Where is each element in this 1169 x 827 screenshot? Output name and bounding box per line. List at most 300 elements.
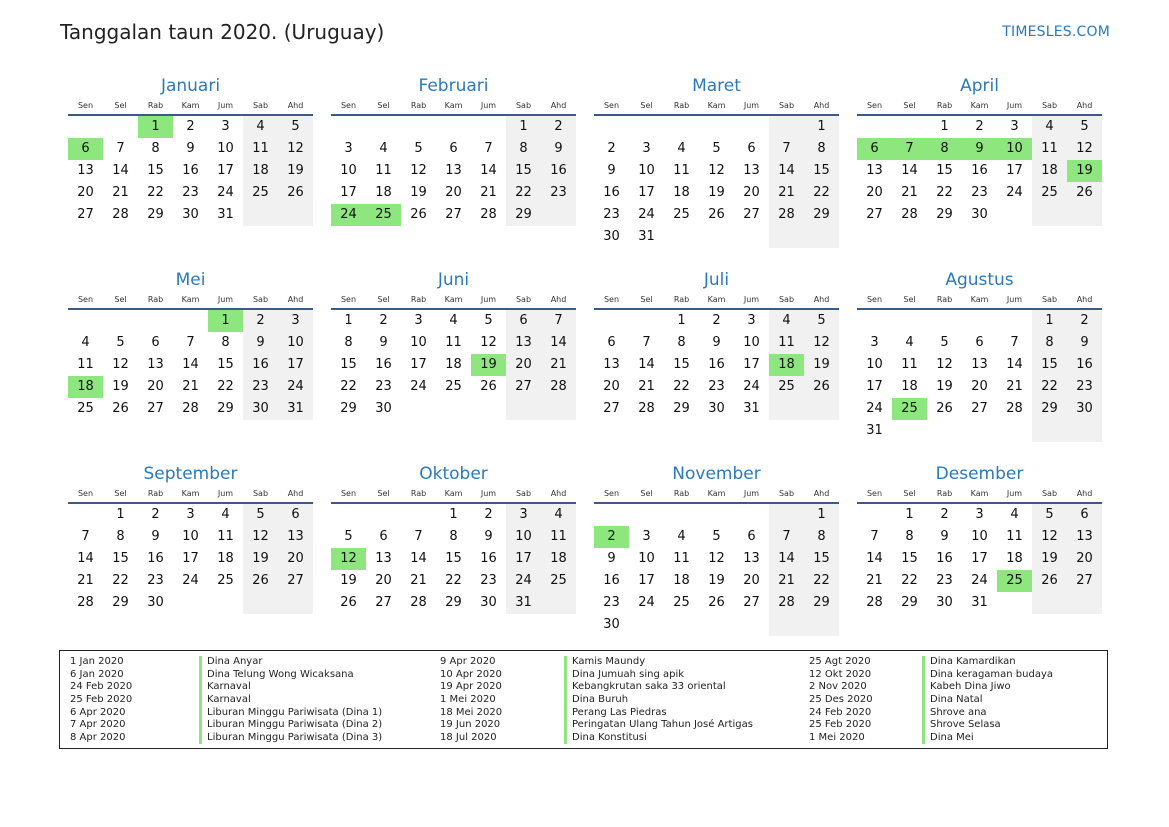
day-cell: 5	[116, 335, 125, 350]
empty-cell	[857, 504, 892, 526]
weekday-label: Ahd	[1076, 101, 1093, 110]
empty-cell	[401, 504, 436, 526]
day-cell: 10	[743, 335, 760, 350]
day-cell: 2	[484, 507, 493, 522]
day-cell: 15	[673, 357, 690, 372]
day-cell: 4	[449, 313, 458, 328]
day-cell: 20	[375, 573, 392, 588]
day-cell: 20	[743, 185, 760, 200]
legend-date: 18 Jul 2020	[440, 732, 497, 744]
day-cell: 21	[480, 185, 497, 200]
legend-date: 25 Feb 2020	[70, 694, 133, 706]
day-cell: 19	[410, 185, 427, 200]
empty-cell	[664, 116, 699, 138]
weekday-label: Ahd	[287, 295, 304, 304]
month-name: April	[960, 76, 999, 96]
legend-date: 19 Jun 2020	[440, 719, 501, 731]
empty-cell	[857, 310, 892, 332]
day-cell: 22	[673, 379, 690, 394]
holiday-day: 19	[1067, 160, 1102, 182]
day-cell: 11	[445, 335, 462, 350]
day-cell: 19	[340, 573, 357, 588]
weekday-label: Sel	[377, 489, 390, 498]
empty-cell	[278, 204, 313, 226]
day-cell: 6	[506, 310, 541, 332]
weekday-header	[331, 486, 576, 504]
weekday-label: Sen	[603, 101, 620, 110]
weekday-label: Rab	[410, 489, 427, 498]
holiday-day: 25	[997, 570, 1032, 592]
day-cell: 1	[940, 119, 949, 134]
day-cell: 6	[449, 141, 458, 156]
day-grid	[594, 310, 839, 420]
weekday-label: Sab	[1041, 101, 1058, 110]
day-cell: 11	[1006, 529, 1023, 544]
day-cell: 9	[151, 529, 160, 544]
weekday-label: Jum	[217, 295, 234, 304]
day-cell: 28	[638, 401, 655, 416]
day-cell: 23	[480, 573, 497, 588]
month-name: Juli	[703, 270, 730, 290]
day-cell: 30	[936, 595, 953, 610]
day-cell: 14	[1006, 357, 1023, 372]
weekday-label: Rab	[936, 489, 953, 498]
empty-cell	[734, 116, 769, 138]
empty-cell	[769, 226, 804, 248]
day-cell: 17	[340, 185, 357, 200]
legend-date: 8 Apr 2020	[70, 732, 126, 744]
day-cell: 23	[603, 207, 620, 222]
day-cell: 27	[743, 595, 760, 610]
brand-link[interactable]: TIMESLES.COM	[1002, 24, 1110, 40]
weekday-label: Jum	[1006, 101, 1023, 110]
day-cell: 29	[147, 207, 164, 222]
weekday-label: Ahd	[287, 489, 304, 498]
empty-cell	[68, 116, 103, 138]
day-cell: 3	[344, 141, 353, 156]
day-cell: 19	[278, 160, 313, 182]
legend-holiday-name: Liburan Minggu Pariwisata (Dina 2)	[207, 719, 383, 731]
day-cell: 20	[147, 379, 164, 394]
day-cell: 3	[414, 313, 423, 328]
day-cell: 27	[278, 570, 313, 592]
legend-holiday-name: Peringatan Ulang Tahun José Artigas	[572, 719, 753, 731]
day-cell: 11	[769, 332, 804, 354]
day-cell: 30	[603, 229, 620, 244]
day-cell: 20	[866, 185, 883, 200]
empty-cell	[1067, 204, 1102, 226]
empty-cell	[103, 310, 138, 332]
day-cell: 4	[1010, 507, 1019, 522]
weekday-label: Sab	[1041, 295, 1058, 304]
day-cell: 24	[182, 573, 199, 588]
day-cell: 28	[541, 376, 576, 398]
day-cell: 14	[769, 160, 804, 182]
day-cell: 22	[147, 185, 164, 200]
legend-date: 9 Apr 2020	[440, 656, 496, 667]
day-cell: 28	[769, 204, 804, 226]
day-cell: 23	[708, 379, 725, 394]
day-cell: 28	[77, 595, 94, 610]
weekday-label: Jum	[1006, 489, 1023, 498]
holiday-day: 18	[68, 376, 103, 398]
holiday-day: 9	[962, 138, 997, 160]
empty-cell	[278, 592, 313, 614]
holiday-day: 25	[366, 204, 401, 226]
weekday-label: Rab	[673, 295, 690, 304]
day-cell: 16	[480, 551, 497, 566]
day-cell: 3	[221, 119, 230, 134]
weekday-label: Jum	[743, 295, 760, 304]
day-cell: 15	[340, 357, 357, 372]
day-cell: 26	[112, 401, 129, 416]
day-cell: 29	[804, 592, 839, 614]
day-cell: 4	[1032, 116, 1067, 138]
day-cell: 9	[484, 529, 493, 544]
weekday-label: Sen	[77, 295, 94, 304]
day-cell: 29	[1032, 398, 1067, 420]
empty-cell	[594, 116, 629, 138]
legend-holiday-name: Liburan Minggu Pariwisata (Dina 3)	[207, 732, 383, 744]
day-cell: 12	[480, 335, 497, 350]
empty-cell	[103, 116, 138, 138]
month-2	[331, 74, 576, 251]
day-cell: 18	[217, 551, 234, 566]
holiday-day: 7	[892, 138, 927, 160]
weekday-label: Ahd	[550, 101, 567, 110]
empty-cell	[401, 116, 436, 138]
month-3	[594, 74, 839, 251]
day-cell: 7	[116, 141, 125, 156]
weekday-label: Sel	[377, 101, 390, 110]
day-cell: 26	[708, 595, 725, 610]
day-cell: 11	[1032, 138, 1067, 160]
day-cell: 6	[747, 529, 756, 544]
legend-holiday-name: Dina Kamardikan	[930, 656, 1016, 667]
empty-cell	[892, 116, 927, 138]
legend-date: 25 Des 2020	[809, 694, 873, 706]
weekday-label: Ahd	[550, 295, 567, 304]
day-cell: 5	[414, 141, 423, 156]
weekday-label: Jum	[743, 489, 760, 498]
legend-date: 10 Apr 2020	[440, 668, 502, 680]
day-cell: 28	[182, 401, 199, 416]
weekday-label: Sab	[252, 295, 269, 304]
day-cell: 25	[673, 595, 690, 610]
weekday-label: Sel	[903, 101, 916, 110]
day-cell: 30	[971, 207, 988, 222]
empty-cell	[173, 310, 208, 332]
day-cell: 20	[1067, 548, 1102, 570]
day-cell: 1	[905, 507, 914, 522]
day-cell: 17	[866, 379, 883, 394]
empty-cell	[173, 592, 208, 614]
day-cell: 5	[243, 504, 278, 526]
day-cell: 7	[484, 141, 493, 156]
day-cell: 1	[1032, 310, 1067, 332]
empty-cell	[401, 398, 436, 420]
day-cell: 30	[480, 595, 497, 610]
day-cell: 13	[278, 526, 313, 548]
day-cell: 5	[344, 529, 353, 544]
weekday-label: Rab	[147, 489, 164, 498]
weekday-label: Jum	[217, 101, 234, 110]
day-cell: 14	[112, 163, 129, 178]
day-cell: 5	[712, 141, 721, 156]
day-cell: 9	[607, 163, 616, 178]
weekday-label: Sab	[515, 101, 532, 110]
day-cell: 17	[743, 357, 760, 372]
legend-holiday-name: Dina Jumuah sing apik	[572, 668, 685, 680]
day-cell: 6	[747, 141, 756, 156]
weekday-label: Sab	[515, 295, 532, 304]
weekday-label: Kam	[444, 101, 463, 110]
empty-cell	[664, 614, 699, 636]
day-cell: 13	[603, 357, 620, 372]
day-cell: 17	[410, 357, 427, 372]
day-cell: 7	[1010, 335, 1019, 350]
day-cell: 10	[278, 332, 313, 354]
day-cell: 8	[804, 138, 839, 160]
legend-marker	[564, 656, 567, 744]
weekday-header	[594, 292, 839, 310]
legend-date: 19 Apr 2020	[440, 681, 502, 693]
day-cell: 7	[769, 138, 804, 160]
day-cell: 15	[1032, 354, 1067, 376]
day-grid	[594, 116, 839, 248]
day-cell: 19	[112, 379, 129, 394]
empty-cell	[1067, 592, 1102, 614]
weekday-label: Sab	[515, 489, 532, 498]
day-cell: 16	[147, 551, 164, 566]
day-cell: 27	[743, 207, 760, 222]
legend-date: 1 Jan 2020	[70, 656, 124, 667]
day-cell: 30	[243, 398, 278, 420]
empty-cell	[243, 592, 278, 614]
day-cell: 11	[243, 138, 278, 160]
day-cell: 8	[344, 335, 353, 350]
empty-cell	[331, 116, 366, 138]
day-cell: 8	[506, 138, 541, 160]
day-cell: 26	[1032, 570, 1067, 592]
day-cell: 7	[186, 335, 195, 350]
day-cell: 13	[971, 357, 988, 372]
weekday-label: Jum	[1006, 295, 1023, 304]
day-cell: 1	[804, 504, 839, 526]
weekday-header	[857, 292, 1102, 310]
day-cell: 10	[638, 551, 655, 566]
day-cell: 10	[971, 529, 988, 544]
day-cell: 7	[769, 526, 804, 548]
empty-cell	[734, 614, 769, 636]
empty-cell	[541, 398, 576, 420]
day-grid	[857, 504, 1102, 614]
day-cell: 17	[278, 354, 313, 376]
empty-cell	[1032, 204, 1067, 226]
day-cell: 26	[340, 595, 357, 610]
day-cell: 21	[112, 185, 129, 200]
empty-cell	[699, 614, 734, 636]
day-cell: 29	[506, 204, 541, 226]
weekday-label: Sel	[114, 101, 127, 110]
day-cell: 29	[217, 401, 234, 416]
day-cell: 1	[116, 507, 125, 522]
month-name: Maret	[692, 76, 741, 96]
month-5	[68, 268, 313, 445]
legend-holiday-name: Liburan Minggu Pariwisata (Dina 1)	[207, 706, 383, 718]
weekday-label: Sel	[903, 295, 916, 304]
day-cell: 5	[1067, 116, 1102, 138]
legend-date: 12 Okt 2020	[809, 668, 872, 680]
day-cell: 27	[603, 401, 620, 416]
day-cell: 10	[506, 526, 541, 548]
day-cell: 10	[410, 335, 427, 350]
day-cell: 28	[410, 595, 427, 610]
weekday-header	[857, 98, 1102, 116]
day-cell: 27	[971, 401, 988, 416]
weekday-label: Sel	[640, 101, 653, 110]
holiday-day: 1	[138, 116, 173, 138]
empty-cell	[366, 504, 401, 526]
empty-cell	[769, 504, 804, 526]
day-cell: 9	[186, 141, 195, 156]
day-cell: 31	[971, 595, 988, 610]
day-cell: 25	[541, 570, 576, 592]
weekday-label: Sen	[340, 101, 357, 110]
day-cell: 22	[1032, 376, 1067, 398]
day-cell: 17	[506, 548, 541, 570]
day-cell: 14	[77, 551, 94, 566]
legend-names	[572, 656, 753, 745]
day-cell: 15	[506, 160, 541, 182]
day-cell: 23	[541, 182, 576, 204]
day-cell: 16	[603, 573, 620, 588]
legend-holiday-name: Perang Las Piedras	[572, 706, 667, 718]
holiday-day: 10	[997, 138, 1032, 160]
day-cell: 15	[147, 163, 164, 178]
day-cell: 11	[375, 163, 392, 178]
day-cell: 9	[607, 551, 616, 566]
day-cell: 27	[77, 207, 94, 222]
day-cell: 24	[217, 185, 234, 200]
month-name: Mei	[175, 270, 206, 290]
day-cell: 3	[642, 529, 651, 544]
day-cell: 18	[541, 548, 576, 570]
day-cell: 3	[870, 335, 879, 350]
legend-holiday-name: Shrove Selasa	[930, 719, 1001, 731]
empty-cell	[629, 504, 664, 526]
weekday-label: Ahd	[1076, 489, 1093, 498]
weekday-label: Sel	[114, 295, 127, 304]
day-cell: 23	[1067, 376, 1102, 398]
empty-cell	[208, 592, 243, 614]
day-cell: 12	[410, 163, 427, 178]
day-cell: 21	[638, 379, 655, 394]
day-cell: 4	[221, 507, 230, 522]
day-cell: 6	[607, 335, 616, 350]
day-cell: 13	[445, 163, 462, 178]
day-cell: 27	[866, 207, 883, 222]
day-cell: 12	[708, 551, 725, 566]
day-cell: 11	[217, 529, 234, 544]
weekday-label: Sel	[903, 489, 916, 498]
day-cell: 24	[971, 573, 988, 588]
month-10	[331, 462, 576, 639]
day-cell: 20	[445, 185, 462, 200]
day-cell: 18	[673, 573, 690, 588]
day-cell: 18	[375, 185, 392, 200]
day-cell: 26	[480, 379, 497, 394]
day-cell: 20	[743, 573, 760, 588]
day-cell: 1	[804, 116, 839, 138]
day-cell: 26	[708, 207, 725, 222]
weekday-label: Sen	[603, 489, 620, 498]
day-cell: 7	[541, 310, 576, 332]
holiday-day: 24	[331, 204, 366, 226]
empty-cell	[857, 116, 892, 138]
month-1	[68, 74, 313, 251]
day-cell: 2	[151, 507, 160, 522]
legend-holiday-name: Kebangkrutan saka 33 oriental	[572, 681, 726, 693]
day-cell: 18	[1006, 551, 1023, 566]
legend-holiday-name: Karnaval	[207, 694, 251, 706]
weekday-label: Sen	[866, 295, 883, 304]
empty-cell	[1032, 420, 1067, 442]
month-name: September	[143, 464, 238, 484]
legend-date: 2 Nov 2020	[809, 681, 867, 693]
day-cell: 7	[870, 529, 879, 544]
empty-cell	[962, 420, 997, 442]
day-cell: 31	[638, 229, 655, 244]
holiday-day: 1	[208, 310, 243, 332]
day-cell: 8	[116, 529, 125, 544]
day-cell: 4	[677, 529, 686, 544]
day-cell: 30	[375, 401, 392, 416]
day-cell: 7	[642, 335, 651, 350]
day-cell: 22	[936, 185, 953, 200]
legend-date: 18 Mei 2020	[440, 706, 503, 718]
legend-holiday-name: Shrove ana	[930, 706, 987, 718]
empty-cell	[892, 420, 927, 442]
weekday-label: Sen	[340, 295, 357, 304]
legend-holiday-name: Karnaval	[207, 681, 251, 693]
empty-cell	[962, 310, 997, 332]
weekday-label: Rab	[410, 295, 427, 304]
month-name: Juni	[437, 270, 470, 290]
empty-cell	[436, 398, 471, 420]
weekday-label: Kam	[707, 101, 726, 110]
day-cell: 20	[77, 185, 94, 200]
holiday-day: 12	[331, 548, 366, 570]
day-cell: 16	[1067, 354, 1102, 376]
day-cell: 15	[112, 551, 129, 566]
day-cell: 26	[1067, 182, 1102, 204]
day-cell: 24	[743, 379, 760, 394]
day-cell: 30	[708, 401, 725, 416]
day-cell: 10	[182, 529, 199, 544]
weekday-label: Sel	[377, 295, 390, 304]
day-cell: 20	[278, 548, 313, 570]
day-cell: 6	[278, 504, 313, 526]
day-cell: 29	[445, 595, 462, 610]
day-cell: 12	[112, 357, 129, 372]
day-cell: 17	[217, 163, 234, 178]
legend-holiday-name: Kabeh Dina Jiwo	[930, 681, 1011, 693]
day-cell: 20	[603, 379, 620, 394]
day-cell: 2	[541, 116, 576, 138]
day-cell: 8	[151, 141, 160, 156]
month-name: November	[672, 464, 761, 484]
